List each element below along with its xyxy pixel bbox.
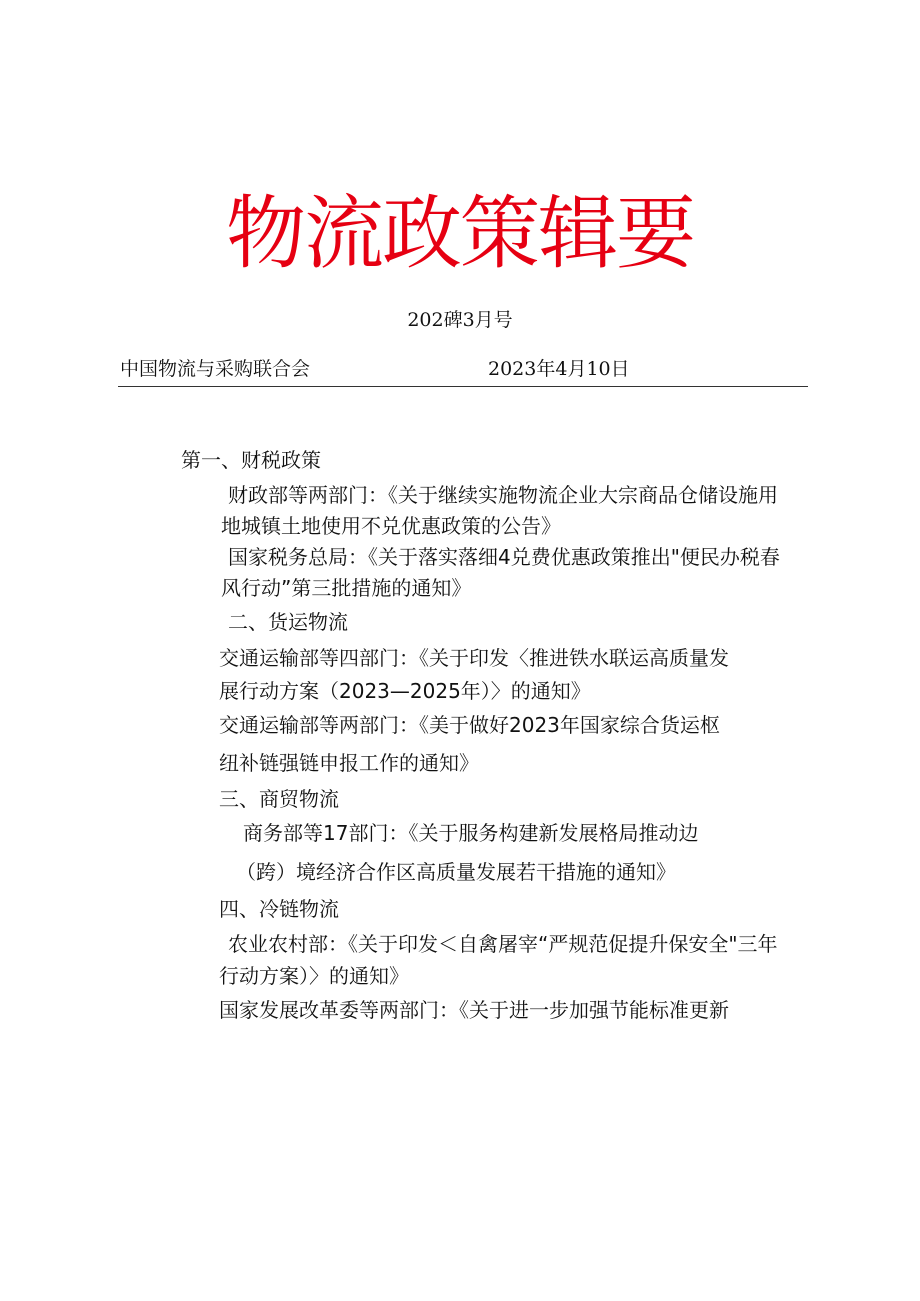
list-item: 交通运输部等四部门：《关于印发〈推进铁水联运高质量发 [219,646,729,670]
list-item: 风行动”第三批措施的通知》 [221,576,472,600]
list-item: 行动方案）〉的通知》 [219,964,409,988]
list-item: 展行动方案（2023—2025年）〉的通知》 [219,679,591,703]
list-item: 农业农村部：《关于印发＜自禽屠宰“严规范促提升保安全"三年 [228,932,778,956]
issue-number: 202碑3月号 [407,309,513,331]
list-item: 地城镇土地使用不兑优惠政策的公告》 [221,514,561,538]
section-heading-tax: 第一、财税政策 [181,448,321,472]
list-item: （跨）境经济合作区高质量发展若干措施的通知》 [236,860,676,884]
list-item: 交通运输部等两部门：《美于做好2023年国家综合货运枢 [219,713,720,737]
list-item: 国家税务总局：《关于落实落细4兑费优惠政策推出"便民办税春 [228,545,780,569]
list-item: 商务部等17部门：《关于服务构建新发展格局推动边 [243,821,699,845]
publisher: 中国物流与采购联合会 [120,358,311,380]
section-heading-cold-chain: 四、冷链物流 [219,897,339,921]
document-title: 物流政策辑要 [226,187,694,280]
masthead [118,356,808,387]
list-item: 财政部等两部门：《关于继续实施物流企业大宗商品仓储设施用 [228,483,778,507]
section-heading-trade: 三、商贸物流 [219,787,339,811]
publication-date: 2023年4月10日 [488,358,630,380]
list-item: 国家发展改革委等两部门：《关于进一步加强节能标准更新 [219,998,729,1022]
section-heading-freight: 二、货运物流 [228,610,348,634]
list-item: 纽补链强链申报工作的通知》 [219,751,479,775]
